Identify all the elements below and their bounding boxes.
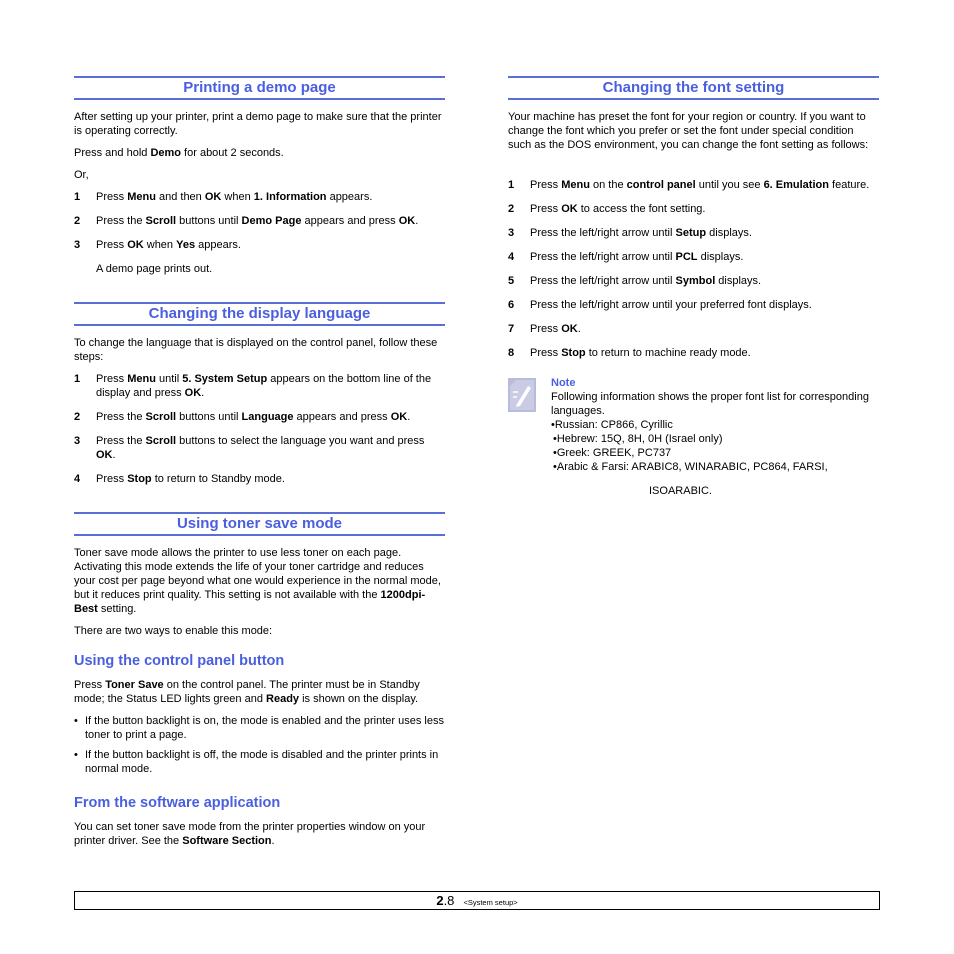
control-panel-text: Press Toner Save on the control panel. The printer must be in Standby mode; the Status LED lights green and Ready is shown on the display. — [74, 679, 420, 705]
note-item: •Hebrew: 15Q, 8H, 0H (Israel only) — [553, 433, 723, 445]
demo-intro: After setting up your printer, print a demo page to make sure that the printer is operating correctly. — [74, 111, 442, 137]
font-step: 8 Press Stop to return to machine ready mode. — [508, 347, 751, 359]
font-step: 3 Press the left/right arrow until Setup displays. — [508, 227, 752, 239]
font-intro: Your machine has preset the font for your region or country. If you want to change the font which you prefer or set the font under special condition such as the DOS environment, you can change the font setting as follows: — [508, 111, 869, 151]
section-title-demo-page: Printing a demo page — [74, 76, 445, 100]
font-step: 6 Press the left/right arrow until your preferred font displays. — [508, 299, 812, 311]
list-item: • If the button backlight is off, the mode is disabled and the printer prints in normal mode. — [74, 749, 439, 775]
demo-step: 1 Press Menu and then OK when 1. Information appears. — [74, 191, 373, 203]
list-item: • If the button backlight is on, the mode is enabled and the printer uses less toner to print a page. — [74, 715, 444, 741]
right-column — [508, 76, 879, 498]
page-footer — [74, 891, 880, 910]
note-box — [508, 376, 879, 498]
language-step: 2 Press the Scroll buttons until Language appears and press OK. — [74, 411, 411, 423]
page-number: 2.8 — [436, 893, 455, 908]
subsection-title-control-panel: Using the control panel button — [74, 653, 285, 669]
demo-result: A demo page prints out. — [96, 263, 213, 275]
language-step: 1 Press Menu until 5. System Setup appears on the bottom line of the display and press OK. — [74, 373, 432, 399]
demo-step: 2 Press the Scroll buttons until Demo Page appears and press OK. — [74, 215, 419, 227]
demo-press-hold: Press and hold Demo for about 2 seconds. — [74, 147, 284, 159]
note-item: •Arabic & Farsi: ARABIC8, WINARABIC, PC864, FARSI, — [553, 461, 828, 473]
font-step: 7 Press OK. — [508, 323, 581, 335]
footer-chapter-label: <System setup> — [463, 898, 518, 907]
left-column — [74, 76, 445, 856]
toner-intro: Toner save mode allows the printer to use less toner on each page. Activating this mode extends the life of your toner cartridge and reduces your cost per page beyond what one would experience in the normal mode, but it reduces print quality. This setting is not available with the 1200dpi-Best setting. — [74, 547, 441, 615]
note-item-continuation: ISOARABIC. — [649, 485, 712, 497]
section-title-toner-save: Using toner save mode — [74, 512, 445, 536]
section-title-display-language: Changing the display language — [74, 302, 445, 326]
font-step: 2 Press OK to access the font setting. — [508, 203, 706, 215]
language-step: 4 Press Stop to return to Standby mode. — [74, 473, 285, 485]
toner-ways: There are two ways to enable this mode: — [74, 625, 273, 637]
font-step: 4 Press the left/right arrow until PCL displays. — [508, 251, 744, 263]
note-item: •Greek: GREEK, PC737 — [553, 447, 672, 459]
language-intro: To change the language that is displayed on the control panel, follow these steps: — [74, 337, 438, 363]
section-title-font-setting: Changing the font setting — [508, 76, 879, 100]
note-text: Following information shows the proper font list for corresponding languages. — [551, 391, 869, 417]
subsection-title-software: From the software application — [74, 795, 281, 811]
language-step: 3 Press the Scroll buttons to select the language you want and press OK. — [74, 435, 425, 461]
demo-step: 3 Press OK when Yes appears. — [74, 239, 241, 251]
note-pencil-icon — [508, 378, 536, 412]
note-title: Note — [551, 377, 576, 389]
font-step: 5 Press the left/right arrow until Symbol displays. — [508, 275, 762, 287]
demo-or: Or, — [74, 169, 89, 181]
software-text: You can set toner save mode from the printer properties window on your printer driver. See the Software Section. — [74, 821, 426, 847]
font-step: 1 Press Menu on the control panel until you see 6. Emulation feature. — [508, 179, 870, 191]
note-item: •Russian: CP866, Cyrillic — [551, 419, 673, 431]
